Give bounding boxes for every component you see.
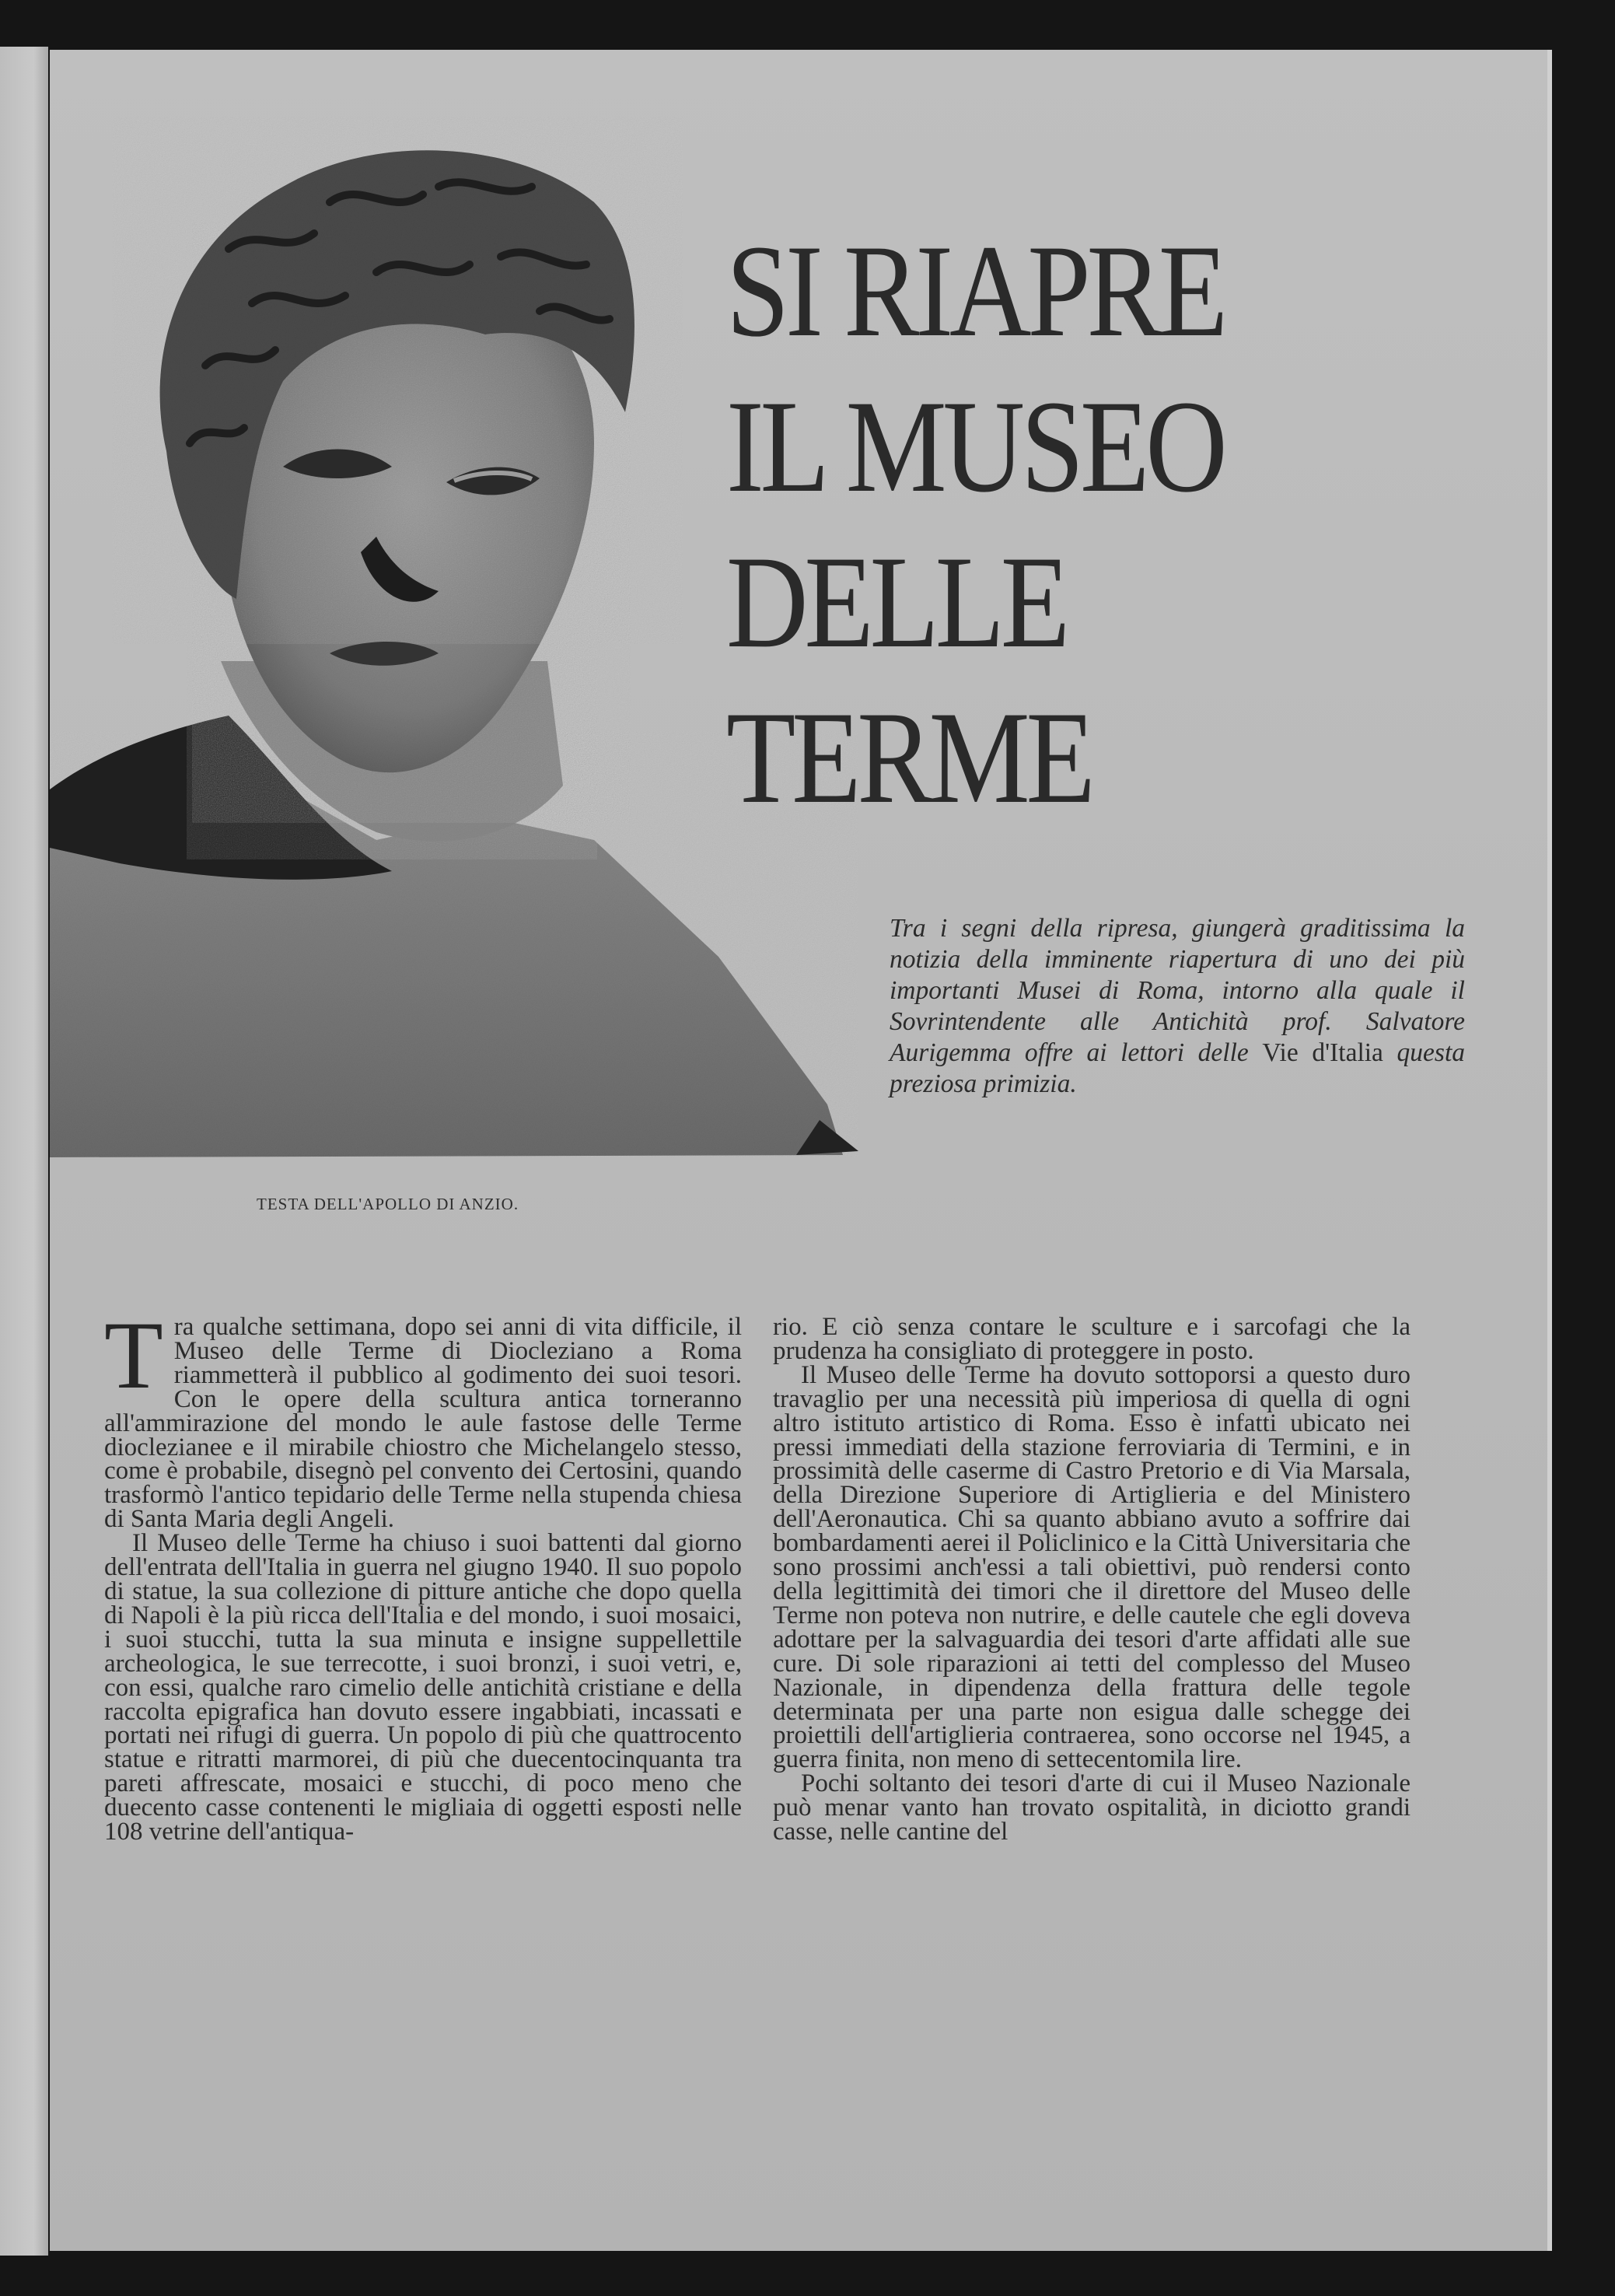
magazine-name: Vie d'Italia (1262, 1038, 1383, 1067)
facing-page-edge (0, 47, 48, 2256)
title-line: DELLE (726, 529, 1067, 675)
body-column-left (104, 1302, 742, 1846)
body-paragraph: Il Museo delle Terme ha chiuso i suoi battenti dal giorno dell'entrata dell'Italia in guerra nel giugno 1940. Il suo popolo di statue, la sua collezione di pitture antiche che dopo quella di Napoli è la più ricca dell'Italia e del mondo, i suoi mosaici, i suoi stucchi, tutta la sua minuta e insigne suppellettile archeologica, le sue terrecotte, i suoi bronzi, i suoi vetri, e, con essi, qualche raro cimelio delle antichità cristiane e della raccolta epigrafica han dovuto essere ingabbiati, incassati e portati nei rifugi di guerra. Un popolo di più che quattrocento statue e ritratti marmorei, di più che duecentocinquanta tra pareti affrescate, mosaici e stucchi, di poco meno che duecento casse contenenti le migliaia di oggetti esposti nelle 108 vetrine dell'antiqua- (104, 1529, 742, 1846)
article-standfirst (890, 913, 1465, 1100)
title-line: SI RIAPRE (726, 218, 1225, 364)
body-paragraph: Pochi soltanto dei tesori d'arte di cui il Museo Nazionale può menar vanto han trovato ospitalità, in diciotto grandi casse, nelle cantine del (773, 1769, 1411, 1846)
title-line: TERME (726, 684, 1092, 831)
body-paragraph: Tra qualche settimana, dopo sei anni di vita difficile, il Museo delle Terme di Diocleziano a Roma riammetterà il pubblico al godimento dei suoi tesori. Con le opere della scultura antica torneranno all'ammirazione del mondo le aule fastose delle Terme dioclezianee e il mirabile chiostro che Michelangelo stesso, come è probabile, disegnò pel convento dei Certosini, quando trasformò l'antico tepidario delle Terme nella stupenda chiesa di Santa Maria degli Angeli. (104, 1302, 742, 1534)
body-column-right (773, 1315, 1411, 1844)
article-title (726, 213, 1504, 835)
photo-caption: TESTA DELL'APOLLO DI ANZIO. (257, 1195, 519, 1213)
magazine-page (50, 50, 1552, 2251)
drop-cap: T (104, 1302, 163, 1409)
body-paragraph: Il Museo delle Terme ha dovuto sottoporsi a questo duro travaglio per una necessità più imperiosa di quella di ogni altro istituto artistico di Roma. Esso è infatti ubicato nei pressi immediati della stazione ferroviaria di Termini, e in prossimità delle caserme di Castro Pretorio e di Via Marsala, della Direzione Superiore di Artiglieria e del Ministero dell'Aeronautica. Chi sa quanto abbiano avuto a soffrire dai bombardamenti aerei il Policlinico e la Città Universitaria che sono prossimi anch'essi a tali obiettivi, può rendersi conto della legittimità dei timori che il direttore del Museo delle Terme non poteva non nutrire, e delle cautele che egli doveva adottare per la salvaguardia dei tesori d'arte affidati alle sue cure. Di sole riparazioni ai tetti del complesso del Museo Nazionale, in dipendenza della frattura delle tegole determinata per una parte non esigua dalle schegge dei proiettili dell'artiglieria contraerea, sono occorse nel 1945, a guerra finita, non meno di settecentomila lire. (773, 1360, 1411, 1774)
title-line: IL MUSEO (726, 373, 1224, 520)
standfirst-italic-end: questa preziosa primizia. (890, 1038, 1465, 1098)
standfirst-italic: Tra i segni della ripresa, giungerà graditissima la notizia della imminente riapertura di uno dei più importanti Musei di Roma, intorno alla quale il Sovrintendente alle Antichità prof. Salvatore Aurigemma offre ai lettori delle (890, 914, 1465, 1067)
body-paragraph: rio. E ciò senza contare le sculture e i sarcofagi che la prudenza ha consigliato di proteggere in posto. (773, 1313, 1411, 1365)
